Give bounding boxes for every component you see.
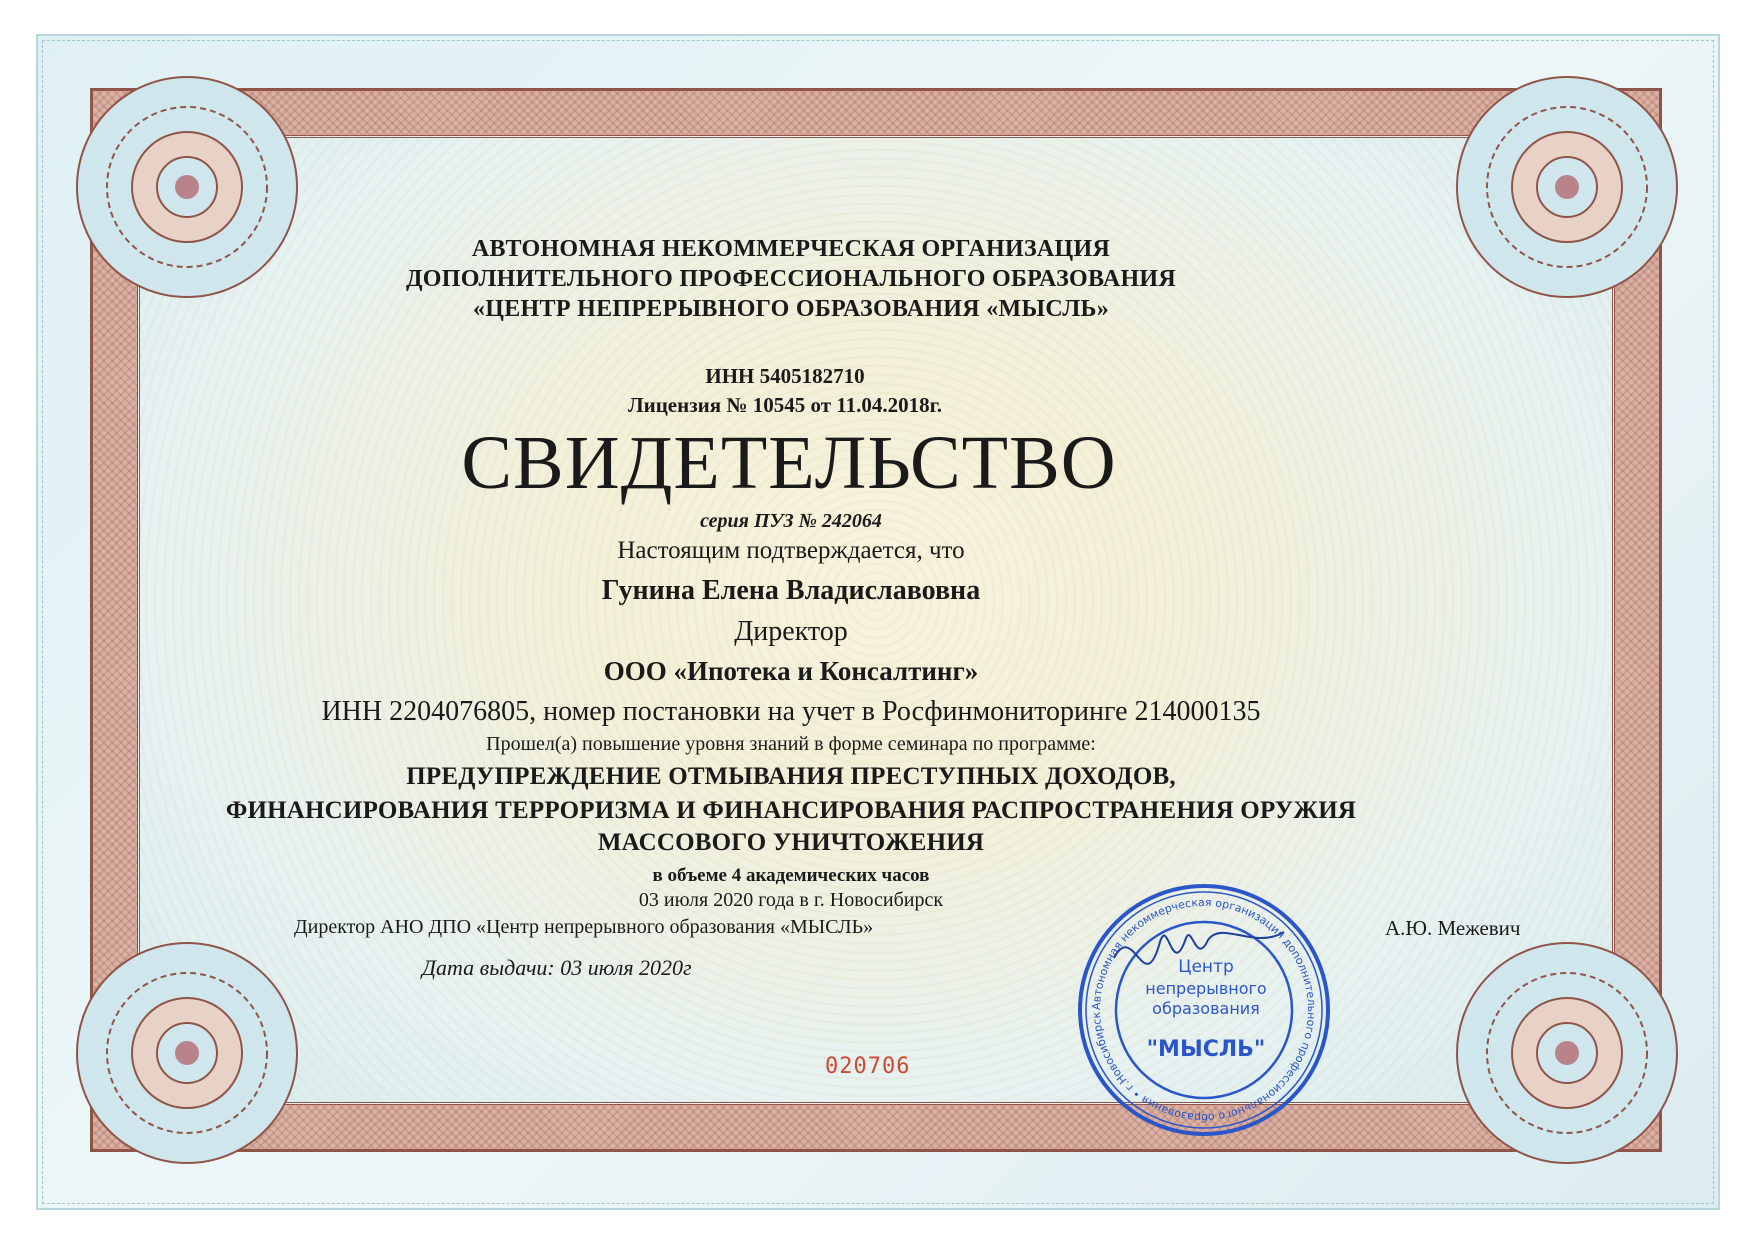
org-name-line3: «ЦЕНТР НЕПРЕРЫВНОГО ОБРАЗОВАНИЯ «МЫСЛЬ» bbox=[472, 296, 1110, 322]
program-title-line2: ФИНАНСИРОВАНИЯ ТЕРРОРИЗМА И ФИНАНСИРОВАНИЯ РАСПРОСТРАНЕНИЯ ОРУЖИЯ bbox=[225, 797, 1357, 824]
serial-number: 020706 bbox=[825, 1054, 911, 1079]
issue-date: Дата выдачи: 03 июля 2020г bbox=[422, 955, 692, 980]
director-name: А.Ю. Межевич bbox=[1385, 916, 1521, 940]
org-inn: ИНН 5405182710 bbox=[705, 364, 865, 388]
passed-text: Прошел(а) повышение уровня знаний в форме семинара по программе: bbox=[486, 733, 1096, 755]
stamp-center-line2: непрерывного bbox=[1145, 979, 1267, 998]
stamp-center-line3: образования bbox=[1152, 999, 1260, 1018]
program-title-line3: МАССОВОГО УНИЧТОЖЕНИЯ bbox=[597, 829, 985, 856]
org-name-line1: АВТОНОМНАЯ НЕКОММЕРЧЕСКАЯ ОРГАНИЗАЦИЯ bbox=[471, 236, 1111, 262]
org-license: Лицензия № 10545 от 11.04.2018г. bbox=[627, 393, 943, 417]
program-title-line1: ПРЕДУПРЕЖДЕНИЕ ОТМЫВАНИЯ ПРЕСТУПНЫХ ДОХОДОВ, bbox=[406, 763, 1176, 790]
stamp-center-line4: "МЫСЛЬ" bbox=[1146, 1037, 1266, 1062]
course-hours: в объеме 4 академических часов bbox=[652, 865, 930, 886]
stamp-ring-text: Автономная некоммерческая организация дополнительного профессионального образования • г.Новосибирск bbox=[1089, 895, 1319, 1125]
company-inn-line: ИНН 2204076805, номер постановки на учет в Росфинмониторинге 214000135 bbox=[321, 696, 1261, 727]
recipient-company: ООО «Ипотека и Консалтинг» bbox=[603, 656, 979, 686]
stamp-center-line1: Центр bbox=[1178, 957, 1234, 977]
certificate-series: серия ПУЗ № 242064 bbox=[700, 510, 882, 532]
course-date-place: 03 июля 2020 года в г. Новосибирск bbox=[638, 889, 944, 911]
recipient-name: Гунина Елена Владиславовна bbox=[601, 575, 981, 606]
confirm-text: Настоящим подтверждается, что bbox=[617, 537, 965, 564]
director-signature-label: Директор АНО ДПО «Центр непрерывного образования «МЫСЛЬ» bbox=[294, 916, 874, 938]
recipient-position: Директор bbox=[734, 616, 848, 647]
certificate-title: СВИДЕТЕЛЬСТВО bbox=[461, 421, 1117, 505]
organization-stamp bbox=[1074, 880, 1334, 1140]
org-name-line2: ДОПОЛНИТЕЛЬНОГО ПРОФЕССИОНАЛЬНОГО ОБРАЗОВАНИЯ bbox=[405, 266, 1177, 292]
